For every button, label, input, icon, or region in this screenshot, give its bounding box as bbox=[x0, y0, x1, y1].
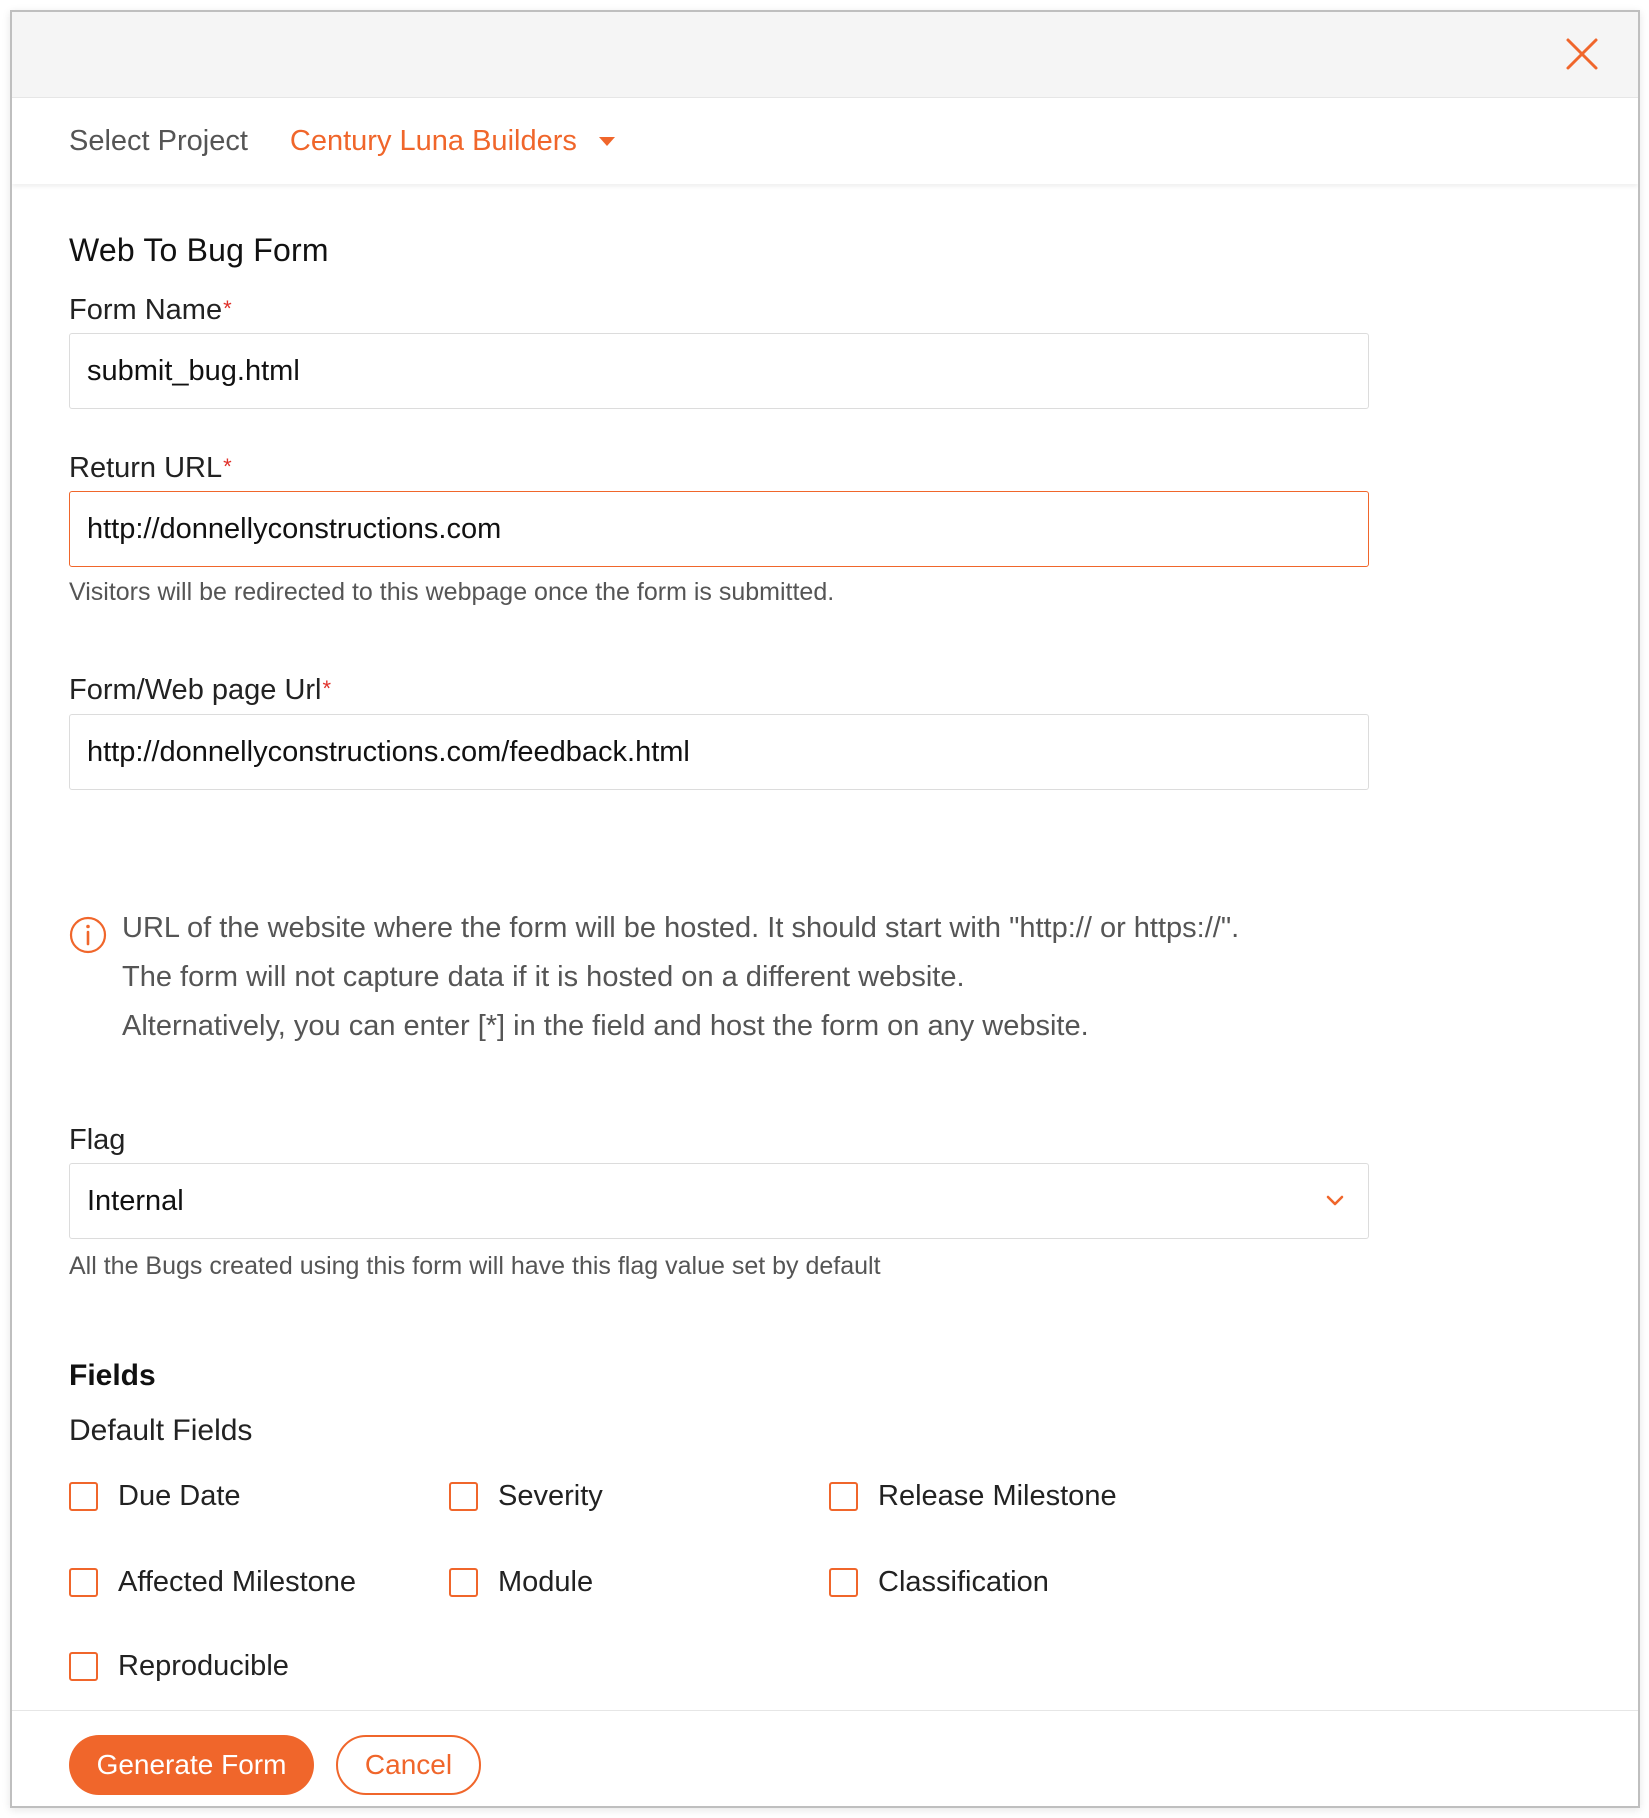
checkbox-module[interactable] bbox=[449, 1566, 593, 1599]
checkbox-affected-milestone[interactable] bbox=[69, 1566, 356, 1599]
form-name-input[interactable] bbox=[69, 333, 1369, 409]
project-bar bbox=[12, 98, 1638, 184]
checkbox-label: Module bbox=[498, 1566, 594, 1598]
required-mark: * bbox=[322, 676, 332, 701]
web-to-bug-dialog bbox=[10, 10, 1640, 1808]
checkbox-label: Reproducible bbox=[118, 1650, 289, 1682]
checkbox[interactable] bbox=[449, 1568, 478, 1597]
checkbox-label: Release Milestone bbox=[878, 1480, 1117, 1512]
checkbox[interactable] bbox=[69, 1482, 98, 1511]
checkbox-reproducible[interactable] bbox=[69, 1650, 289, 1683]
checkbox[interactable] bbox=[69, 1652, 98, 1681]
return-url-input[interactable] bbox=[69, 491, 1369, 567]
caret-down-icon bbox=[599, 137, 615, 146]
info-icon bbox=[69, 916, 107, 954]
form-name-label: Form Name* bbox=[69, 294, 232, 326]
checkbox[interactable] bbox=[829, 1568, 858, 1597]
checkbox-severity[interactable] bbox=[449, 1480, 603, 1513]
dialog-footer bbox=[12, 1710, 1638, 1806]
checkbox-label: Affected Milestone bbox=[118, 1566, 357, 1598]
fields-heading: Fields bbox=[69, 1359, 156, 1392]
checkbox[interactable] bbox=[829, 1482, 858, 1511]
checkbox-label: Classification bbox=[878, 1566, 1049, 1598]
checkbox-label: Due Date bbox=[118, 1480, 241, 1512]
checkbox-due-date[interactable] bbox=[69, 1480, 241, 1513]
close-icon bbox=[1560, 32, 1604, 76]
info-line: The form will not capture data if it is hosted on a different website. bbox=[122, 961, 965, 993]
close-button[interactable] bbox=[1560, 32, 1604, 76]
checkbox-release-milestone[interactable] bbox=[829, 1480, 1117, 1513]
default-fields-subheading: Default Fields bbox=[69, 1414, 253, 1447]
cancel-button[interactable]: Cancel bbox=[336, 1735, 481, 1795]
return-url-label: Return URL* bbox=[69, 452, 232, 484]
selected-project: Century Luna Builders bbox=[289, 124, 577, 157]
dialog-header bbox=[12, 12, 1638, 98]
select-project-label: Select Project bbox=[69, 124, 248, 157]
flag-select[interactable] bbox=[69, 1163, 1369, 1239]
checkbox[interactable] bbox=[69, 1568, 98, 1597]
chevron-down-icon bbox=[1324, 1190, 1346, 1212]
checkbox-label: Severity bbox=[498, 1480, 603, 1512]
info-line: Alternatively, you can enter [*] in the field and host the form on any website. bbox=[122, 1010, 1089, 1042]
flag-help: All the Bugs created using this form will have this flag value set by default bbox=[69, 1252, 881, 1280]
checkbox[interactable] bbox=[449, 1482, 478, 1511]
info-line: URL of the website where the form will be hosted. It should start with "http:// or https://". bbox=[122, 912, 1240, 944]
page-url-label: Form/Web page Url* bbox=[69, 674, 332, 706]
return-url-help: Visitors will be redirected to this webpage once the form is submitted. bbox=[69, 578, 835, 606]
form-title: Web To Bug Form bbox=[69, 232, 329, 268]
flag-label: Flag bbox=[69, 1124, 126, 1156]
project-dropdown[interactable] bbox=[290, 125, 615, 158]
required-mark: * bbox=[223, 454, 232, 479]
generate-form-button[interactable]: Generate Form bbox=[69, 1735, 314, 1795]
checkbox-classification[interactable] bbox=[829, 1566, 1049, 1599]
page-url-input[interactable] bbox=[69, 714, 1369, 790]
flag-selected-value: Internal bbox=[87, 1184, 184, 1217]
required-mark: * bbox=[223, 296, 232, 321]
